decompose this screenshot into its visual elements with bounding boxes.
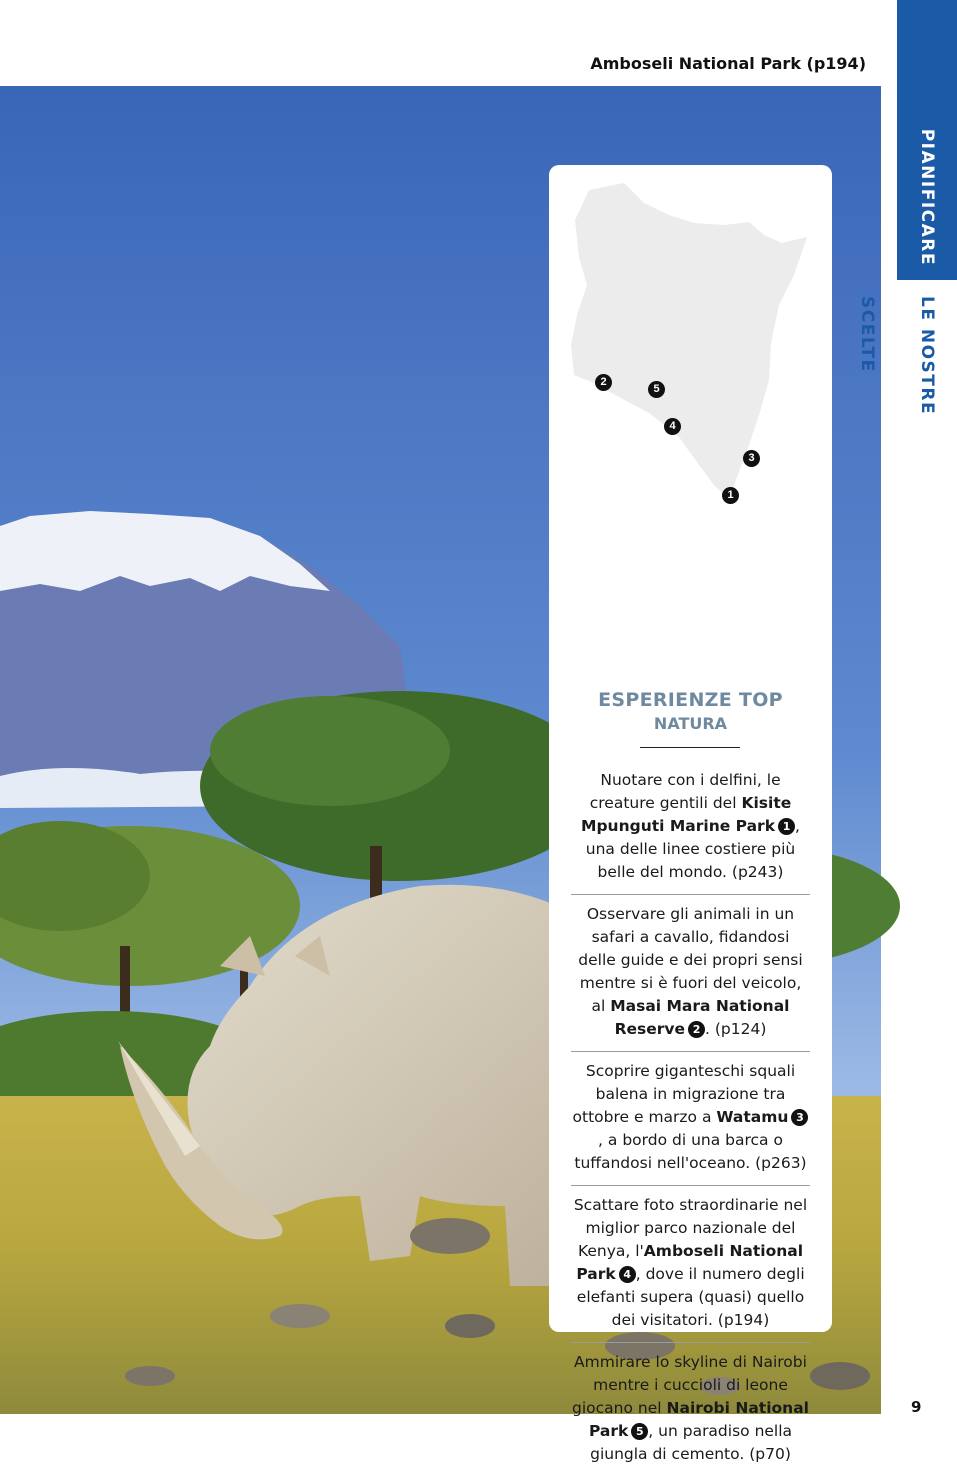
section-tab-label: PIANIFICARE (917, 128, 937, 266)
place-name: Watamu (716, 1108, 789, 1126)
card-subtitle: NATURA (653, 714, 728, 733)
photo-caption: Amboseli National Park (p194) (590, 54, 866, 73)
entry-marker: 1 (778, 818, 795, 835)
experience-entry: Ammirare lo skyline di Nairobi mentre i cuccioli di leone giocano nel Nairobi National Park 5 , un paradiso nella giungla di cemento. (p70) (572, 1353, 809, 1463)
card-title: ESPERIENZE TOP (598, 689, 783, 711)
heading-divider (640, 747, 740, 748)
map-marker: 4 (664, 418, 681, 435)
experience-entry: Scoprire giganteschi squali balena in migrazione tra ottobre e marzo a Watamu 3, a bordo di una barca o tuffandosi nell'oceano. (p263) (571, 1052, 810, 1186)
place-name: Nairobi National Park (588, 1399, 809, 1440)
top-experiences-card (549, 165, 832, 1463)
entry-marker: 3 (791, 1109, 808, 1126)
experience-list (549, 761, 832, 1476)
map-marker: 2 (595, 374, 612, 391)
place-name: Masai Mara National Reserve (610, 997, 790, 1038)
entry-marker: 4 (619, 1266, 636, 1283)
entry-marker: 5 (631, 1423, 648, 1440)
page-number: 9 (911, 1398, 922, 1416)
subsection-label (857, 290, 957, 490)
card-heading (549, 687, 832, 735)
experience-entry: Osservare gli animali in un safari a cavallo, fidandosi delle guide e dei propri sensi mentre si è fuori del veicolo, al Masai Mara National Reserve 2 . (p124) (571, 895, 810, 1052)
section-tab (897, 0, 957, 280)
experience-entry: Nuotare con i delfini, le creature gentili del Kisite Mpunguti Marine Park 1 , una delle linee costiere più belle del mondo. (p243) (571, 761, 810, 895)
place-name: Amboseli National Park (576, 1242, 804, 1283)
place-name: Kisite Mpunguti Marine Park (581, 794, 792, 835)
kenya-map-icon (549, 165, 832, 515)
subsection-label-text: LE NOSTRE SCELTE (857, 296, 937, 416)
experience-entry: Scattare foto straordinarie nel miglior parco nazionale del Kenya, l'Amboseli National Park 4 , dove il numero degli elefanti supera (quasi) quello dei visitatori. (p194) (571, 1186, 810, 1343)
map-marker: 3 (743, 450, 760, 467)
map-marker: 1 (722, 487, 739, 504)
entry-marker: 2 (688, 1021, 705, 1038)
map-marker: 5 (648, 381, 665, 398)
